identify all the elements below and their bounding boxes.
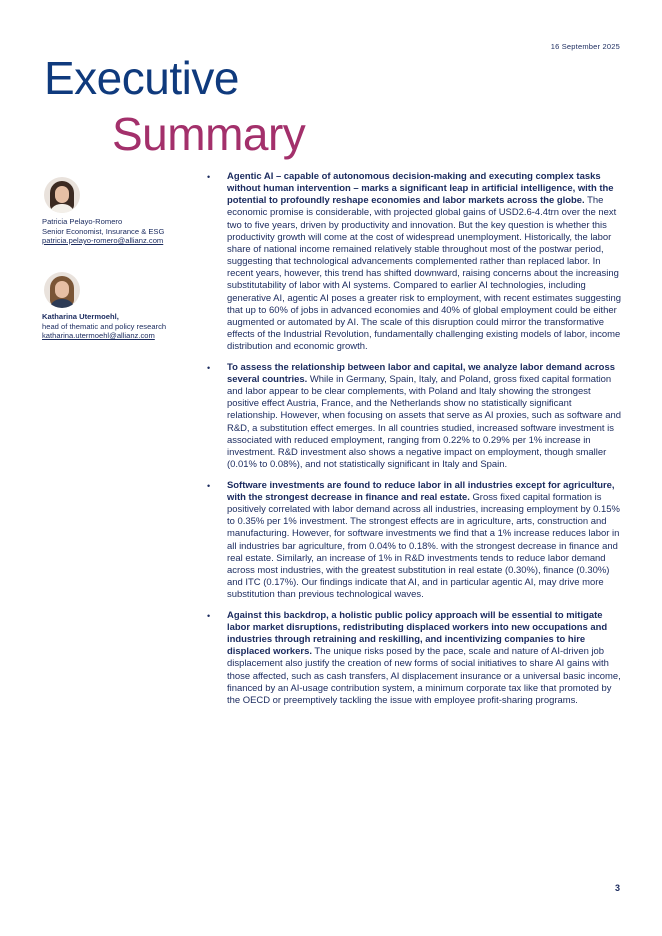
bullet-lead: Software investments are found to reduce labor in all industries except for agriculture, with the strongest decrease in finance and real estate.	[227, 479, 615, 503]
summary-bullet	[206, 480, 622, 602]
bullet-lead: To assess the relationship between labor and capital, we analyze labor demand across several countries.	[227, 361, 615, 385]
bullet-dot-icon: •	[207, 480, 211, 491]
author-2-email-link[interactable]: katharina.utermoehl@allianz.com	[42, 331, 155, 340]
report-date: 16 September 2025	[550, 42, 620, 51]
author-1-name: Patricia Pelayo-Romero	[42, 217, 123, 226]
bullet-dot-icon: •	[207, 362, 211, 373]
summary-bullet	[206, 610, 622, 707]
bullet-text: The economic promise is considerable, with projected global gains of USD2.6-4.4trn over the next two to five years, driven by productivity and innovation. But the key question is whether this productivity growth will come at the cost of widespread unemployment. Historically, the labor share of national income remained relatively stable throughout most of the postwar period, suggesting that technological advancements complemented rather than replaced labor. In recent years, however, this trend has shifted downward, raising concerns about the increasing substitutability of labor with AI systems. Compared to earlier AI technologies, including generative AI, agentic AI poses a greater risk to employment, with recent estimates suggesting that up to 60% of jobs in advanced economies and 40% of global employment could be either augmented or automated by AI. The scale of this disruption could mirror the transformative effects of the Industrial Revolution, fundamentally challenging existing models of labor, income distribution and economic growth.	[227, 195, 621, 353]
title-line-2: Summary	[112, 108, 306, 160]
author-2-role: head of thematic and policy research	[42, 321, 167, 331]
bullet-text: Gross fixed capital formation is positively correlated with labor demand across all industries, increasing employment by 0.15% to 0.35% per 1% investment. The strongest effects are in agriculture, arts, construction and manufacturing. However, for software investments we find that a 1% increase reduces labor in all industries bar agriculture, from 0.04% to 0.18%. with the strongest decrease in finance and real estate. Similarly, an increase of 1% in R&D investments tends to reduce labor demand across most industries, with the greatest substitution in real estate (0.30%), finance (0.30%) and ITC (0.17%). Our findings indicate that AI, and in particular agentic AI, may drive more substitution than previous technological waves.	[227, 491, 620, 601]
page-number: 3	[614, 883, 620, 893]
author-card-2	[42, 272, 202, 341]
author-2-photo	[44, 272, 80, 308]
author-1-photo	[44, 177, 80, 213]
summary-bullet-list	[206, 171, 622, 716]
bullet-dot-icon: •	[207, 610, 211, 621]
author-1-role: Senior Economist, Insurance & ESG	[42, 226, 165, 236]
author-1-email-link[interactable]: patricia.pelayo-romero@allianz.com	[42, 236, 164, 245]
author-card-1	[42, 177, 202, 246]
bullet-lead: Agentic AI – capable of autonomous decision-making and executing complex tasks without human intervention – marks a significant leap in artificial intelligence, with the potential to profoundly reshape economies and labor markets across the globe.	[227, 171, 614, 207]
bullet-text: The unique risks posed by the pace, scale and nature of AI-driven job displacement also justify the creation of new forms of social initiatives to share AI gains with those affected, such as cash transfers, AI displacement insurance or a universal basic income, financed by an AI-usage contribution system, a minimum corporate tax like that promoted by the OECD or preemptively tackling the issue with employee profit-sharing programs.	[227, 646, 621, 706]
bullet-lead: Against this backdrop, a holistic public policy approach will be essential to mitigate labor market disruptions, redistributing displaced workers into new occupations and industries through retraining and reskilling, and incentivizing companies to hire displaced workers.	[227, 609, 608, 658]
summary-bullet	[206, 362, 622, 471]
bullet-text: While in Germany, Spain, Italy, and Poland, gross fixed capital formation and labor appear to be clear complements, with Poland and Italy showing the strongest positive effect Austria, France, and the Netherlands show no statistically significant relationship. However, when focusing on assets that serve as AI proxies, such as software and R&D, a substitution effect emerges. In all countries studied, increased software investment is associated with reduced employment, ranging from 0.22% to 0.29% per 1% increase in investment. R&D investment also shows a negative impact on employment, though smaller (0.01% to 0.08%), and not statistically significant in Italy and Spain.	[227, 374, 621, 471]
title-line-1: Executive	[44, 52, 239, 104]
summary-bullet	[206, 171, 622, 353]
bullet-dot-icon: •	[207, 172, 211, 182]
author-2-name: Katharina Utermoehl,	[42, 312, 119, 321]
